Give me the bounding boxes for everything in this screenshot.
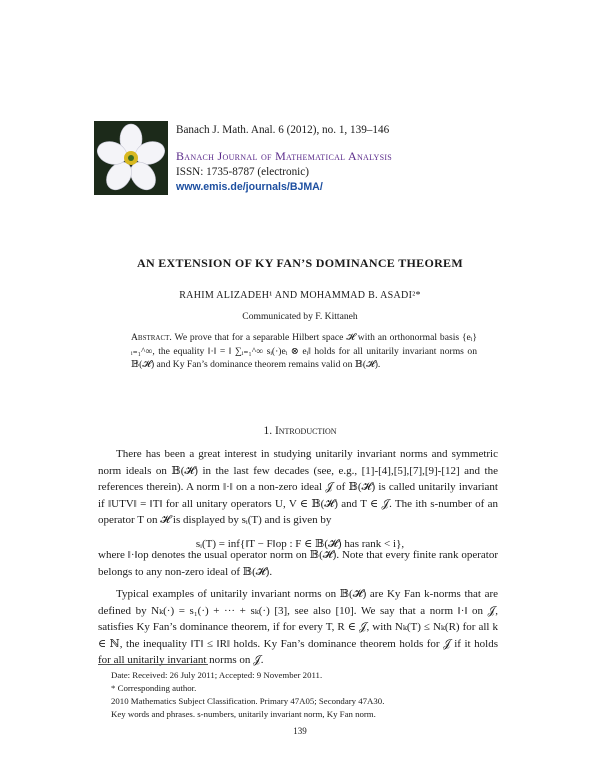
footnote-msc: 2010 Mathematics Subject Classification. Primary 47A05; Secondary 47A30. <box>111 696 385 706</box>
footnote-rule <box>98 664 208 665</box>
paragraph-1: There has been a great interest in studying unitarily invariant norms and symmetric norm ideals on 𝔹(𝓗) in the last few decades (see, e.g., [1]-[4],[5],[7],[9]-[12] and the references therein). A norm ‖·‖ on a non-zero ideal 𝒥 of 𝔹(𝓗) is called unitarily invariant if ‖UTV‖ = ‖T‖ for all unitary operators U, V ∈ 𝔹(𝓗) and T ∈ 𝒥. The ith s-number of an operator T on 𝓗 is displayed by sᵢ(T) and is given by <box>98 448 498 526</box>
paper-title: AN EXTENSION OF KY FAN’S DOMINANCE THEOREM <box>137 256 463 270</box>
footnote-corresponding: * Corresponding author. <box>111 683 197 693</box>
footnote-date: Date: Received: 26 July 2011; Accepted: 9 November 2011. <box>111 670 323 680</box>
paragraph-2: where ‖·‖op denotes the usual operator norm on 𝔹(𝓗). Note that every finite rank operator belongs to any non-zero ideal of 𝔹(𝓗). <box>98 549 498 578</box>
journal-flower-logo <box>94 121 168 195</box>
abstract <box>131 331 477 372</box>
journal-citation: Banach J. Math. Anal. 6 (2012), no. 1, 139–146 <box>176 124 390 136</box>
communicated-by: Communicated by F. Kittaneh <box>242 311 358 322</box>
journal-name: Banach Journal of Mathematical Analysis <box>176 149 393 163</box>
journal-url-link[interactable]: www.emis.de/journals/BJMA/ <box>176 181 323 193</box>
paragraph-3: Typical examples of unitarily invariant norms on 𝔹(𝓗) are Ky Fan k-norms that are defined by Nₖ(·) = s₁(·) + ··· + sₖ(·) [3], see also [10]. We say that a norm ‖·‖ on 𝒥, satisfies Ky Fan’s dominance theorem, if for every T, R ∈ 𝒥, with Nₖ(T) ≤ Nₖ(R) for all k ∈ ℕ, the inequality ‖T‖ ≤ ‖R‖ holds. Ky Fan’s dominance theorem holds for 𝒥 if it holds for all unitarily invariant norms on 𝒥. <box>98 588 498 666</box>
page-number: 139 <box>293 726 307 736</box>
display-equation: sᵢ(T) = inf{‖T − F‖op : F ∈ 𝔹(𝓗) has rank < i}, <box>195 538 405 550</box>
issn: ISSN: 1735-8787 (electronic) <box>176 166 309 178</box>
section-heading: 1. Introduction <box>263 425 337 437</box>
abstract-label: Abstract. <box>131 332 172 343</box>
abstract-text: We prove that for a separable Hilbert space 𝓗 with an orthonormal basis {eᵢ}ᵢ₌₁^∞, the equality ‖·‖ = ‖ ∑ᵢ₌₁^∞ sᵢ(·)eᵢ ⊗ eᵢ‖ holds for all unitarily invariant norms on 𝔹(𝓗) and Ky Fan’s dominance theorem remains valid on 𝔹(𝓗). <box>131 332 477 370</box>
footnote-keywords: Key words and phrases. s-numbers, unitarily invariant norm, Ky Fan norm. <box>111 709 376 719</box>
authors: RAHIM ALIZADEH¹ AND MOHAMMAD B. ASADI²* <box>179 290 421 301</box>
